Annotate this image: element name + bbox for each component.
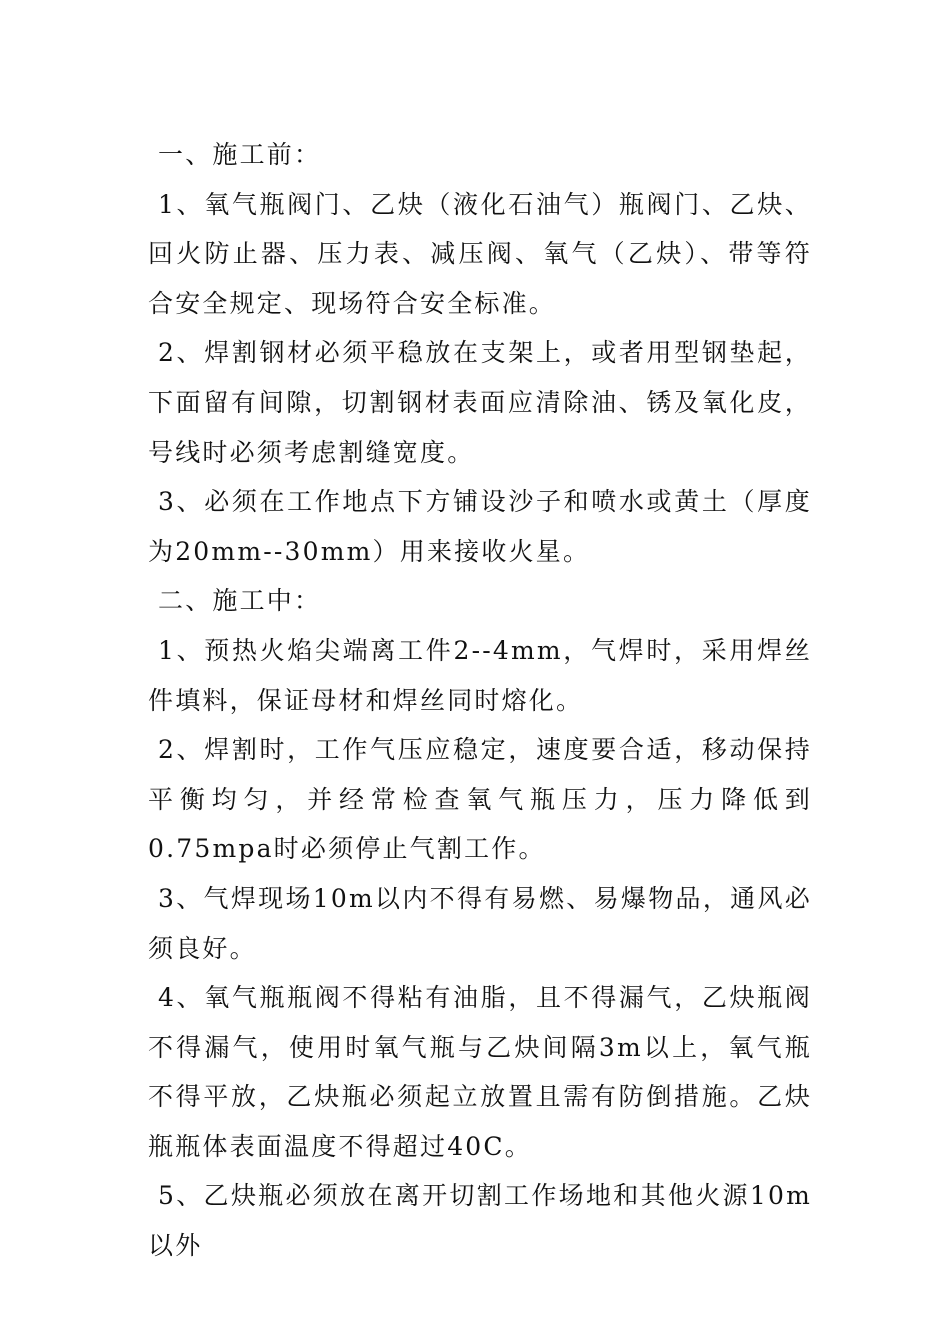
document-body — [148, 130, 812, 1271]
paragraph-1-2: 2、焊割钢材必须平稳放在支架上，或者用型钢垫起，下面留有间隙，切割钢材表面应清除油、锈及氧化皮，号线时必须考虑割缝宽度。 — [148, 338, 812, 467]
paragraph-2-3: 3、气焊现场10m以内不得有易燃、易爆物品，通风必须良好。 — [148, 883, 812, 963]
section-heading-during-construction: 二、施工中： — [158, 586, 322, 616]
paragraph-1-3: 3、必须在工作地点下方铺设沙子和喷水或黄土（厚度为20mm--30mm）用来接收火星。 — [148, 487, 812, 566]
paragraph-2-4: 4、氧气瓶瓶阀不得粘有油脂，且不得漏气，乙炔瓶阀不得漏气，使用时氧气瓶与乙炔间隔3m以上，氧气瓶不得平放，乙炔瓶必须起立放置且需有防倒措施。乙炔瓶瓶体表面温度不得超过40C。 — [148, 983, 812, 1161]
paragraph-2-1: 1、预热火焰尖端离工件2--4mm，气焊时，采用焊丝件填料，保证母材和焊丝同时熔化。 — [148, 635, 812, 715]
paragraph-2-5: 5、乙炔瓶必须放在离开切割工作场地和其他火源10m以外 — [148, 1181, 812, 1261]
section-heading-before-construction: 一、施工前： — [158, 140, 322, 169]
paragraph-2-2: 2、焊割时，工作气压应稳定，速度要合适，移动保持平衡均匀，并经常检查氧气瓶压力，压力降低到0.75mpa时必须停止气割工作。 — [148, 735, 812, 864]
paragraph-1-1: 1、氧气瓶阀门、乙炔（液化石油气）瓶阀门、乙炔、回火防止器、压力表、减压阀、氧气（乙炔）、带等符合安全规定、现场符合安全标准。 — [148, 189, 812, 318]
